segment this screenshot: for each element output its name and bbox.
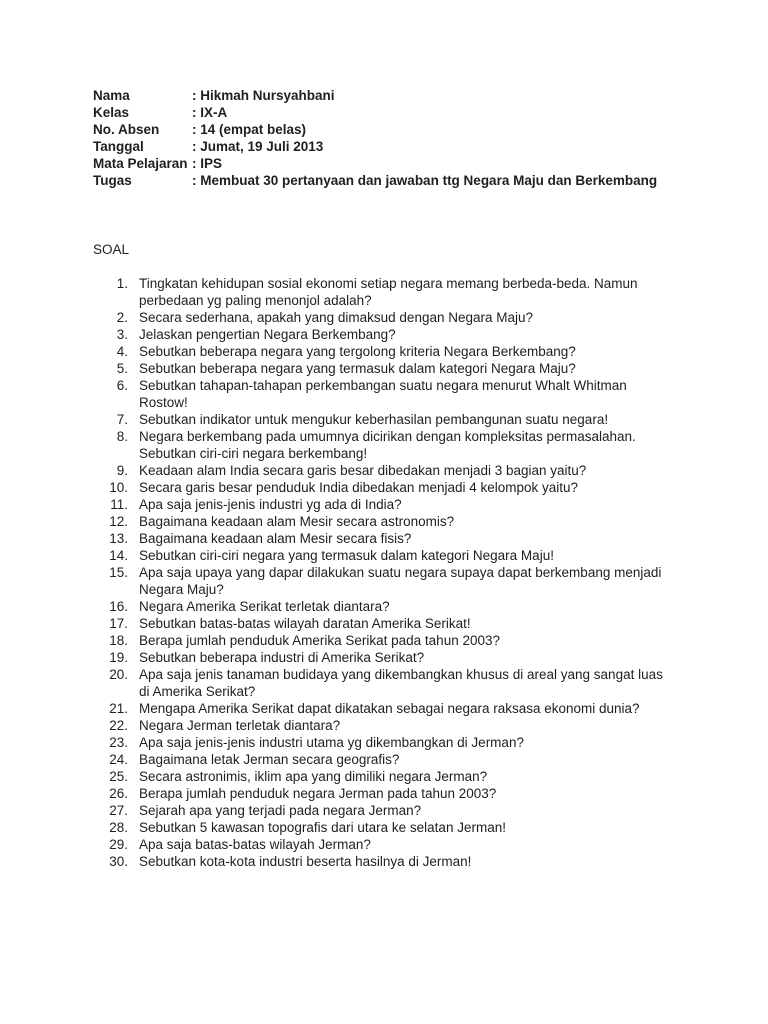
question-text: Apa saja jenis tanaman budidaya yang dikembangkan khusus di areal yang sangat luas di Amerika Serikat? [139, 667, 663, 699]
question-number: 29. [109, 837, 128, 852]
question-item [100, 479, 663, 496]
question-text: Sebutkan beberapa negara yang termasuk dalam kategori Negara Maju? [139, 361, 576, 376]
question-text: Apa saja upaya yang dapar dilakukan suatu negara supaya dapat berkembang menjadi Negara Maju? [139, 565, 662, 597]
question-number: 15. [109, 565, 128, 580]
question-text: Sebutkan batas-batas wilayah daratan Amerika Serikat! [139, 616, 471, 631]
question-text: Sejarah apa yang terjadi pada negara Jerman? [139, 803, 422, 818]
question-text: Keadaan alam India secara garis besar dibedakan menjadi 3 bagian yaitu? [139, 463, 587, 478]
question-number: 20. [109, 667, 128, 682]
question-number: 13. [109, 531, 128, 546]
question-item [100, 547, 663, 564]
question-item [100, 615, 663, 632]
question-number: 10. [109, 480, 128, 495]
question-item [100, 428, 663, 462]
question-number: 2. [116, 310, 128, 325]
question-number: 6. [116, 378, 128, 393]
question-number: 8. [116, 429, 128, 444]
question-number: 12. [109, 514, 128, 529]
question-item [100, 530, 663, 547]
question-number: 24. [109, 752, 128, 767]
info-label: Kelas [93, 105, 130, 120]
question-text: Sebutkan beberapa industri di Amerika Serikat? [139, 650, 425, 665]
question-text: Sebutkan beberapa negara yang tergolong kriteria Negara Berkembang? [139, 344, 576, 359]
question-item [100, 751, 663, 768]
question-list [100, 275, 663, 870]
question-item [100, 462, 663, 479]
question-item [100, 513, 663, 530]
question-text: Bagaimana letak Jerman secara geografis? [139, 752, 400, 767]
question-number: 3. [116, 327, 128, 342]
section-title: SOAL [93, 242, 130, 257]
question-number: 30. [109, 854, 128, 869]
info-label: No. Absen [93, 122, 160, 137]
question-number: 21. [109, 701, 128, 716]
question-number: 22. [109, 718, 128, 733]
question-number: 28. [109, 820, 128, 835]
question-number: 26. [109, 786, 128, 801]
question-number: 9. [116, 463, 128, 478]
question-item [100, 666, 663, 700]
question-item [100, 377, 663, 411]
question-text: Secara astronimis, iklim apa yang dimiliki negara Jerman? [139, 769, 488, 784]
question-text: Jelaskan pengertian Negara Berkembang? [139, 327, 396, 342]
question-number: 5. [116, 361, 128, 376]
question-item [100, 768, 663, 785]
info-label: Nama [93, 88, 130, 103]
question-text: Bagaimana keadaan alam Mesir secara astronomis? [139, 514, 455, 529]
info-value: : 14 (empat belas) [192, 122, 307, 137]
question-text: Sebutkan kota-kota industri beserta hasilnya di Jerman! [139, 854, 472, 869]
question-item [100, 802, 663, 819]
question-number: 7. [116, 412, 128, 427]
question-item [100, 632, 663, 649]
question-number: 18. [109, 633, 128, 648]
question-text: Sebutkan 5 kawasan topografis dari utara ke selatan Jerman! [139, 820, 506, 835]
question-item [100, 717, 663, 734]
question-item [100, 360, 663, 377]
question-number: 16. [109, 599, 128, 614]
info-value: : Hikmah Nursyahbani [192, 88, 335, 103]
info-label: Tanggal [93, 139, 144, 154]
info-value: : IPS [192, 156, 223, 171]
question-item [100, 785, 663, 802]
question-text: Apa saja batas-batas wilayah Jerman? [139, 837, 371, 852]
question-text: Berapa jumlah penduduk Amerika Serikat pada tahun 2003? [139, 633, 500, 648]
question-item [100, 411, 663, 428]
question-text: Sebutkan ciri-ciri negara yang termasuk dalam kategori Negara Maju! [139, 548, 554, 563]
info-label: Tugas [93, 173, 132, 188]
question-item [100, 836, 663, 853]
question-number: 14. [109, 548, 128, 563]
question-text: Apa saja jenis-jenis industri yg ada di India? [139, 497, 402, 512]
question-number: 19. [109, 650, 128, 665]
question-text: Negara berkembang pada umumnya dicirikan dengan kompleksitas permasalahan. Sebutkan ciri-ciri negara berkembang! [139, 429, 636, 461]
question-item [100, 700, 663, 717]
question-number: 23. [109, 735, 128, 750]
question-text: Sebutkan indikator untuk mengukur keberhasilan pembangunan suatu negara! [139, 412, 609, 427]
question-text: Mengapa Amerika Serikat dapat dikatakan sebagai negara raksasa ekonomi dunia? [139, 701, 640, 716]
question-item [100, 853, 663, 870]
question-text: Berapa jumlah penduduk negara Jerman pada tahun 2003? [139, 786, 497, 801]
question-number: 11. [110, 497, 128, 512]
question-item [100, 649, 663, 666]
question-text: Negara Amerika Serikat terletak diantara? [139, 599, 390, 614]
question-number: 27. [109, 803, 128, 818]
info-value: : Membuat 30 pertanyaan dan jawaban ttg Negara Maju dan Berkembang [192, 173, 658, 188]
question-number: 4. [116, 344, 128, 359]
question-text: Negara Jerman terletak diantara? [139, 718, 341, 733]
question-number: 1. [116, 276, 128, 291]
question-number: 17. [109, 616, 128, 631]
question-text: Apa saja jenis-jenis industri utama yg dikembangkan di Jerman? [139, 735, 524, 750]
question-item [100, 343, 663, 360]
question-text: Sebutkan tahapan-tahapan perkembangan suatu negara menurut Whalt Whitman Rostow! [139, 378, 627, 410]
question-item [100, 326, 663, 343]
question-item [100, 598, 663, 615]
question-item [100, 275, 663, 309]
question-item [100, 564, 663, 598]
question-text: Secara sederhana, apakah yang dimaksud dengan Negara Maju? [139, 310, 534, 325]
question-item [100, 496, 663, 513]
question-item [100, 734, 663, 751]
info-value: : Jumat, 19 Juli 2013 [192, 139, 324, 154]
question-item [100, 819, 663, 836]
question-number: 25. [109, 769, 128, 784]
question-text: Tingkatan kehidupan sosial ekonomi setiap negara memang berbeda-beda. Namun perbedaan yg paling menonjol adalah? [139, 276, 638, 308]
info-value: : IX-A [192, 105, 228, 120]
info-label: Mata Pelajaran [93, 156, 188, 171]
question-text: Bagaimana keadaan alam Mesir secara fisis? [139, 531, 412, 546]
question-text: Secara garis besar penduduk India dibedakan menjadi 4 kelompok yaitu? [139, 480, 579, 495]
question-item [100, 309, 663, 326]
